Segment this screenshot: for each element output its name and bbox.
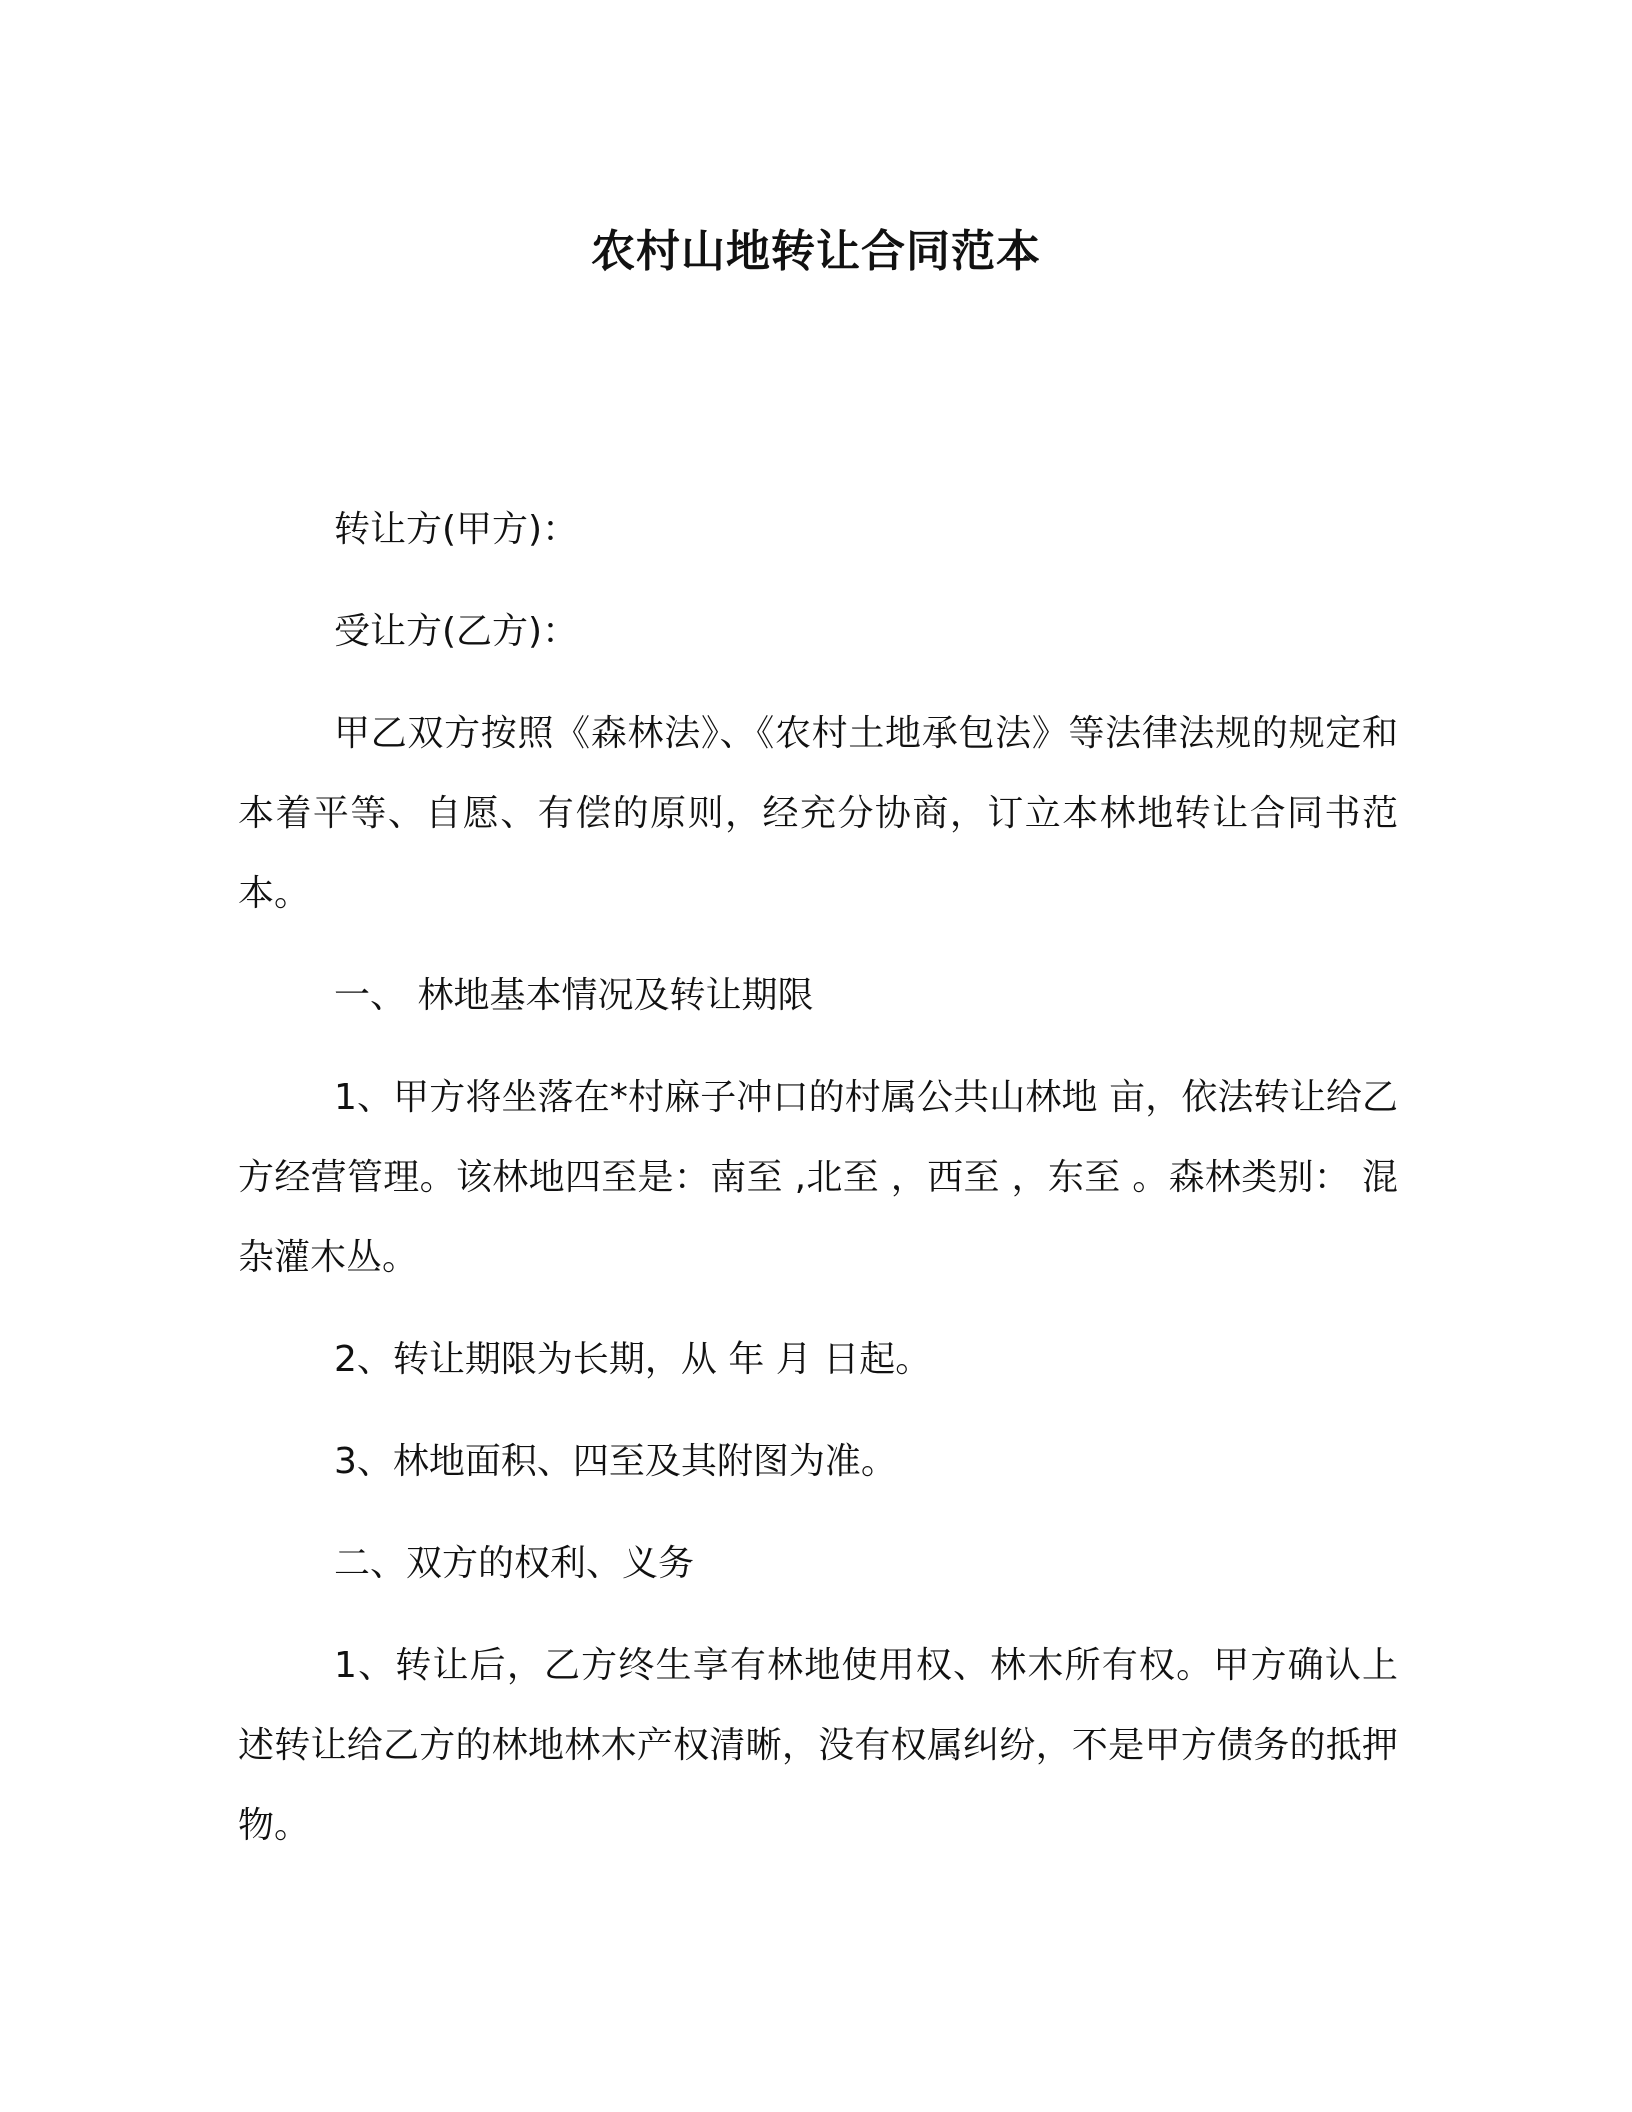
clause-1-2: 2、转让期限为长期，从 年 月 日起。: [334, 1339, 932, 1380]
document-title: 农村山地转让合同范本: [591, 226, 1041, 277]
clause-1-3: 3、林地面积、四至及其附图为准。: [334, 1441, 897, 1482]
party-b-line: 受让方(乙方)：: [334, 611, 579, 652]
party-a-line: 转让方(甲方)：: [334, 509, 579, 550]
document-body: [238, 490, 1398, 1888]
clause-1-1: 1、甲方将坐落在*村麻子冲口的村属公共山林地 亩，依法转让给乙方经营管理。该林地四至是：南至 ,北至 ，西至 ，东至 。森林类别： 混杂灌木丛。: [238, 1077, 1398, 1278]
preamble-paragraph: 甲乙双方按照《森林法》、《农村土地承包法》等法律法规的规定和本着平等、自愿、有偿的原则，经充分协商，订立本林地转让合同书范本。: [238, 713, 1398, 914]
section-heading-2: 二、双方的权利、义务: [334, 1543, 695, 1584]
clause-2-1: 1、转让后，乙方终生享有林地使用权、林木所有权。甲方确认上述转让给乙方的林地林木产权清晰，没有权属纠纷，不是甲方债务的抵押物。: [238, 1645, 1398, 1846]
section-heading-1: 一、 林地基本情况及转让期限: [334, 975, 814, 1016]
